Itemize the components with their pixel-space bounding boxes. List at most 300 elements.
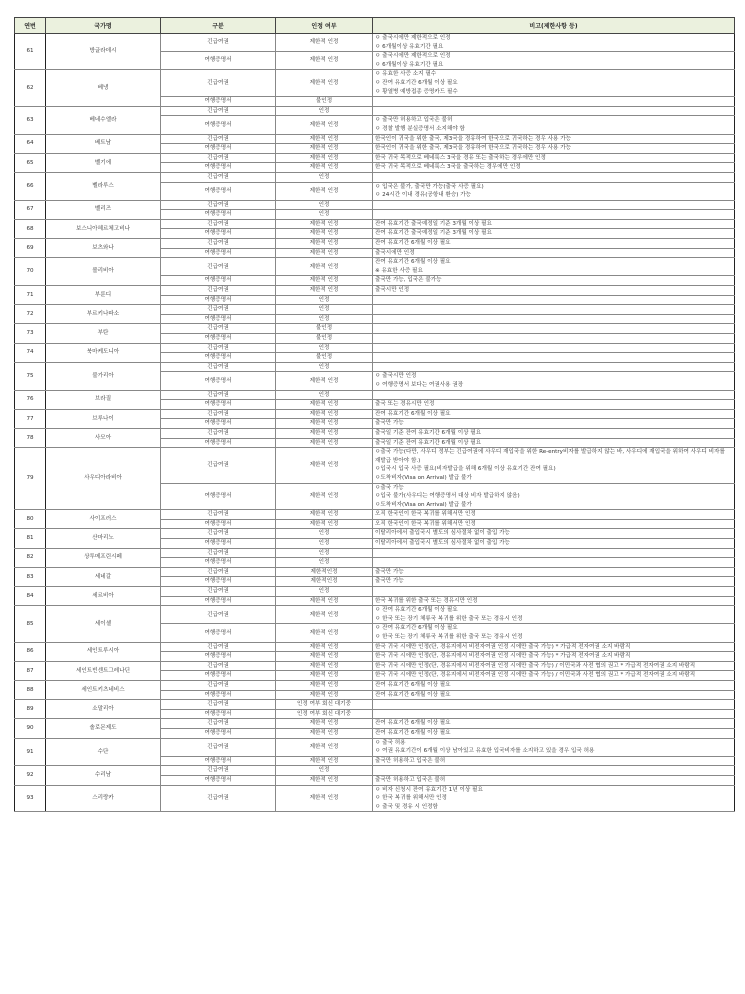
remark-line: 출국만 가능 <box>375 578 404 585</box>
recognition-status: 인정 <box>276 548 373 558</box>
passport-recognition-table <box>14 17 735 812</box>
country-name: 소말리아 <box>46 700 161 719</box>
remark-line: 잔여 유효기간 6개월 이상 필요 <box>375 681 451 688</box>
table-row <box>15 390 735 400</box>
recognition-status: 인정 <box>276 210 373 220</box>
remarks-cell <box>373 144 735 154</box>
header-status: 인정 여부 <box>276 18 373 34</box>
document-type: 여행증명서 <box>161 539 276 549</box>
remarks-cell <box>373 690 735 700</box>
country-name: 북마케도니아 <box>46 343 161 362</box>
table-row <box>15 70 735 97</box>
document-type: 여행증명서 <box>161 519 276 529</box>
recognition-status: 제한적 인정 <box>276 652 373 662</box>
remarks-cell <box>373 719 735 729</box>
remarks-cell <box>373 134 735 144</box>
remarks-cell <box>373 548 735 558</box>
recognition-status: 제한적 인정 <box>276 775 373 785</box>
document-type: 여행증명서 <box>161 577 276 587</box>
remark-line: 출국시만 인정 <box>375 287 410 294</box>
recognition-status: 불인정 <box>276 97 373 107</box>
table-header-row <box>15 18 735 34</box>
remarks-cell <box>373 428 735 438</box>
recognition-status: 제한적 인정 <box>276 680 373 690</box>
row-number: 90 <box>15 719 46 738</box>
recognition-status: 제한적 인정 <box>276 163 373 173</box>
document-type: 여행증명서 <box>161 276 276 286</box>
remarks-cell <box>373 70 735 97</box>
recognition-status: 제한적 인정 <box>276 785 373 812</box>
row-number: 61 <box>15 34 46 70</box>
recognition-status: 인정 <box>276 295 373 305</box>
remarks-cell <box>373 390 735 400</box>
country-name: 베트남 <box>46 134 161 153</box>
country-name: 산마리노 <box>46 529 161 548</box>
recognition-status: 제한적인정 <box>276 567 373 577</box>
row-number: 62 <box>15 70 46 106</box>
remarks-cell <box>373 738 735 756</box>
recognition-status: 제한적 인정 <box>276 182 373 200</box>
remark-line: 잔여 유효기간 6개월 이상 필요 <box>375 410 451 417</box>
document-type: 여행증명서 <box>161 775 276 785</box>
row-number: 76 <box>15 390 46 409</box>
document-type: 긴급여권 <box>161 34 276 52</box>
remark-line: 한국인이 귀국을 위한 출국, 제3국을 경유하여 한국으로 귀국하는 경우 사용 가능 <box>375 145 572 152</box>
remark-line: 오직 한국인이 한국 복귀를 위해서만 인정 <box>375 511 476 518</box>
remarks-cell <box>373 172 735 182</box>
row-number: 83 <box>15 567 46 586</box>
row-number: 75 <box>15 362 46 390</box>
remarks-cell <box>373 200 735 210</box>
document-type: 긴급여권 <box>161 448 276 483</box>
remark-line: ㅇ 출국시에만 제한적으로 인정 <box>375 53 451 60</box>
remark-line: 한국 복귀를 위한 출국 또는 경유시만 인정 <box>375 597 478 604</box>
country-name: 벨리즈 <box>46 200 161 219</box>
remark-line: 출국만 가능, 입국은 불가능 <box>375 277 442 284</box>
row-number: 84 <box>15 587 46 606</box>
table-row <box>15 428 735 438</box>
remarks-cell <box>373 295 735 305</box>
remark-line: ㅇ출국 가능 <box>375 484 404 491</box>
recognition-status: 제한적 인정 <box>276 596 373 606</box>
remark-line: 출국만 허용하고 입국은 불허 <box>375 776 446 783</box>
remark-line: 오직 한국인이 한국 복귀를 위해서만 인정 <box>375 520 476 527</box>
recognition-status: 제한적 인정 <box>276 276 373 286</box>
remark-line: ㅇ 여권 유효기간이 6개월 이상 남아있고 유효한 입국비자를 소지하고 있을 경우 입국 허용 <box>375 748 595 755</box>
recognition-status: 제한적 인정 <box>276 438 373 448</box>
remark-line: 출국만 가능 <box>375 568 404 575</box>
remark-line: 출국만 가능 <box>375 420 404 427</box>
remarks-cell <box>373 624 735 642</box>
remark-line: 출국일 기준 잔여 유효기간 6개월 이상 필요 <box>375 429 482 436</box>
remark-line: ㅇ 비자 신청시 잔여 유효기간 1년 이상 필요 <box>375 786 483 793</box>
recognition-status: 제한적인정 <box>276 577 373 587</box>
recognition-status: 불인정 <box>276 334 373 344</box>
document-type: 긴급여권 <box>161 324 276 334</box>
remark-line: 이탈리아에서 출입국시 별도의 심사절차 없이 출입 가능 <box>375 540 510 547</box>
table-row <box>15 606 735 624</box>
recognition-status: 인정 <box>276 362 373 372</box>
remarks-cell <box>373 286 735 296</box>
country-name: 상투메프린시페 <box>46 548 161 567</box>
row-number: 77 <box>15 409 46 428</box>
table-row <box>15 448 735 483</box>
document-type: 긴급여권 <box>161 642 276 652</box>
remark-line: ㅇ 황열병 예방접종 증명카드 필수 <box>375 88 458 95</box>
recognition-status: 인정 여부 회신 대기중 <box>276 700 373 710</box>
header-note: 비고(제한사항 등) <box>373 18 735 34</box>
country-name: 스리랑카 <box>46 785 161 812</box>
row-number: 69 <box>15 239 46 258</box>
table-row <box>15 510 735 520</box>
remark-line: ㅇ 출국 및 경유 시 인정함 <box>375 803 438 810</box>
recognition-status: 인정 <box>276 587 373 597</box>
remarks-cell <box>373 153 735 163</box>
header-country: 국가명 <box>46 18 161 34</box>
remark-line: ㅇ입국 불가(사우디는 여행증명서 대상 비자 발급하지 않음) <box>375 493 520 500</box>
remark-line: ㅇ출국 가능(다만, 사우디 정부는 긴급여권에 사우디 재입국을 위한 Re-entry비자를 발급하지 않는 바, 사우디에 재입국을 위하여 사우디 비자를 재발급 받아야 함.) <box>375 449 725 464</box>
document-type: 여행증명서 <box>161 652 276 662</box>
recognition-status: 제한적 인정 <box>276 372 373 390</box>
remark-line: ㅇ 한국 또는 장기 체류국 복귀를 위한 출국 또는 경유시 인정 <box>375 634 523 640</box>
table-row <box>15 738 735 756</box>
remark-line: 한국 귀국 목적으로 베네룩스 3국을 출국하는 경우에만 인정 <box>375 164 521 171</box>
remarks-cell <box>373 334 735 344</box>
recognition-status: 제한적 인정 <box>276 738 373 756</box>
row-number: 74 <box>15 343 46 362</box>
remarks-cell <box>373 409 735 419</box>
remarks-cell <box>373 775 735 785</box>
remarks-cell <box>373 596 735 606</box>
remark-line: ㅇ입국시 입국 사증 필요(비자발급을 위해 6개월 이상 유효기간 잔여 필요) <box>375 466 556 473</box>
remarks-cell <box>373 448 735 483</box>
remarks-cell <box>373 34 735 52</box>
header-no: 연번 <box>15 18 46 34</box>
row-number: 82 <box>15 548 46 567</box>
table-row <box>15 661 735 671</box>
country-name: 보츠와나 <box>46 239 161 258</box>
country-name: 부르키나파소 <box>46 305 161 324</box>
remarks-cell <box>373 519 735 529</box>
country-name: 사이프러스 <box>46 510 161 529</box>
row-number: 85 <box>15 606 46 642</box>
document-type: 긴급여권 <box>161 510 276 520</box>
recognition-status: 제한적 인정 <box>276 153 373 163</box>
country-name: 부룬디 <box>46 286 161 305</box>
document-type: 여행증명서 <box>161 419 276 429</box>
remark-line: 이탈리아에서 출입국시 별도의 심사절차 없이 출입 가능 <box>375 530 510 537</box>
table-row <box>15 587 735 597</box>
document-type: 여행증명서 <box>161 709 276 719</box>
recognition-status: 제한적 인정 <box>276 448 373 483</box>
recognition-status: 인정 여부 회신 대기중 <box>276 709 373 719</box>
table-row <box>15 362 735 372</box>
remarks-cell <box>373 372 735 390</box>
row-number: 79 <box>15 448 46 510</box>
document-type: 긴급여권 <box>161 428 276 438</box>
table-row <box>15 219 735 229</box>
remarks-cell <box>373 728 735 738</box>
table-row <box>15 785 735 812</box>
recognition-status: 제한적 인정 <box>276 239 373 249</box>
remarks-cell <box>373 163 735 173</box>
remark-line: ㅇ 경찰 발행 분실증명서 소지해야 함 <box>375 125 465 132</box>
remarks-cell <box>373 539 735 549</box>
document-type: 긴급여권 <box>161 305 276 315</box>
remarks-cell <box>373 652 735 662</box>
row-number: 81 <box>15 529 46 548</box>
country-name: 벨기에 <box>46 153 161 172</box>
remark-line: ㅇ 출국만 허용하고 입국은 불허 <box>375 117 453 124</box>
recognition-status: 제한적 인정 <box>276 229 373 239</box>
row-number: 86 <box>15 642 46 661</box>
document-type: 긴급여권 <box>161 134 276 144</box>
recognition-status: 제한적 인정 <box>276 624 373 642</box>
country-name: 세인트키츠네비스 <box>46 680 161 699</box>
recognition-status: 제한적 인정 <box>276 34 373 52</box>
recognition-status: 제한적 인정 <box>276 144 373 154</box>
recognition-status: 제한적 인정 <box>276 519 373 529</box>
document-type: 긴급여권 <box>161 362 276 372</box>
remark-line: 출국일 기준 잔여 유효기간 6개월 이상 필요 <box>375 439 482 446</box>
country-name: 베냉 <box>46 70 161 106</box>
remarks-cell <box>373 210 735 220</box>
recognition-status: 인정 <box>276 314 373 324</box>
recognition-status: 제한적 인정 <box>276 134 373 144</box>
row-number: 88 <box>15 680 46 699</box>
recognition-status: 제한적 인정 <box>276 70 373 97</box>
row-number: 87 <box>15 661 46 680</box>
recognition-status: 인정 <box>276 343 373 353</box>
table-row <box>15 134 735 144</box>
document-type: 여행증명서 <box>161 671 276 681</box>
recognition-status: 제한적 인정 <box>276 409 373 419</box>
recognition-status: 제한적 인정 <box>276 400 373 410</box>
remark-line: ㅇ 6개월이상 유효기간 필요 <box>375 43 444 50</box>
table-row <box>15 153 735 163</box>
remark-line: 출국 또는 경유시만 인정 <box>375 401 435 408</box>
row-number: 80 <box>15 510 46 529</box>
remarks-cell <box>373 785 735 812</box>
row-number: 93 <box>15 785 46 812</box>
document-type: 긴급여권 <box>161 587 276 597</box>
document-type: 긴급여권 <box>161 390 276 400</box>
recognition-status: 제한적 인정 <box>276 428 373 438</box>
recognition-status: 제한적 인정 <box>276 642 373 652</box>
remarks-cell <box>373 343 735 353</box>
table-row <box>15 286 735 296</box>
remarks-cell <box>373 276 735 286</box>
document-type: 여행증명서 <box>161 144 276 154</box>
remarks-cell <box>373 510 735 520</box>
remarks-cell <box>373 558 735 568</box>
document-type: 여행증명서 <box>161 248 276 258</box>
row-number: 67 <box>15 200 46 219</box>
remark-line: 잔여 유효기간 출국예정일 기준 3개월 이상 필요 <box>375 230 492 237</box>
document-type: 여행증명서 <box>161 334 276 344</box>
remarks-cell <box>373 97 735 107</box>
remarks-cell <box>373 116 735 134</box>
recognition-status: 인정 <box>276 390 373 400</box>
country-name: 솔로몬제도 <box>46 719 161 738</box>
remark-line: ㅇ 여행증명서 보다는 여권사용 권장 <box>375 381 464 388</box>
table-row <box>15 34 735 52</box>
recognition-status: 인정 <box>276 539 373 549</box>
remarks-cell <box>373 700 735 710</box>
document-type: 여행증명서 <box>161 558 276 568</box>
row-number: 72 <box>15 305 46 324</box>
document-type: 여행증명서 <box>161 314 276 324</box>
remark-line: 한국 귀국 시에만 인정(단, 경유지에서 비전자여권 인정 시에만 출국 가능) / 이민국과 사전 협의 권고 * 가급적 전자여권 소지 바람직 <box>375 662 696 669</box>
row-number: 73 <box>15 324 46 343</box>
document-type: 여행증명서 <box>161 163 276 173</box>
remarks-cell <box>373 671 735 681</box>
remark-line: ※ 유효한 사증 필요 <box>375 267 423 274</box>
recognition-status: 인정 <box>276 106 373 116</box>
recognition-status: 제한적 인정 <box>276 661 373 671</box>
table-row <box>15 106 735 116</box>
remarks-cell <box>373 258 735 276</box>
table-row <box>15 324 735 334</box>
row-number: 63 <box>15 106 46 134</box>
recognition-status: 제한적 인정 <box>276 483 373 510</box>
country-name: 사우디아라비아 <box>46 448 161 510</box>
document-type: 긴급여권 <box>161 680 276 690</box>
remarks-cell <box>373 606 735 624</box>
remarks-cell <box>373 438 735 448</box>
table-row <box>15 680 735 690</box>
remark-line: ㅇ 입국은 불가, 출국만 가능(출국 사증 필요) <box>375 183 484 190</box>
remarks-cell <box>373 314 735 324</box>
table-row <box>15 700 735 710</box>
remark-line: 잔여 유효기간 6개월 이상 필요 <box>375 259 451 266</box>
recognition-status: 인정 <box>276 558 373 568</box>
document-type: 긴급여권 <box>161 661 276 671</box>
country-name: 부탄 <box>46 324 161 343</box>
document-type: 긴급여권 <box>161 529 276 539</box>
remarks-cell <box>373 567 735 577</box>
remarks-cell <box>373 239 735 249</box>
recognition-status: 인정 <box>276 200 373 210</box>
recognition-status: 제한적 인정 <box>276 719 373 729</box>
table-row <box>15 200 735 210</box>
document-type: 긴급여권 <box>161 258 276 276</box>
recognition-status: 인정 <box>276 766 373 776</box>
remarks-cell <box>373 766 735 776</box>
document-type: 여행증명서 <box>161 353 276 363</box>
recognition-status: 제한적 인정 <box>276 606 373 624</box>
document-type: 긴급여권 <box>161 153 276 163</box>
table-row <box>15 719 735 729</box>
remarks-cell <box>373 219 735 229</box>
country-name: 브루나이 <box>46 409 161 428</box>
document-type: 여행증명서 <box>161 438 276 448</box>
document-type: 긴급여권 <box>161 738 276 756</box>
row-number: 66 <box>15 172 46 200</box>
document-type: 긴급여권 <box>161 606 276 624</box>
remarks-cell <box>373 709 735 719</box>
remark-line: ㅇ 24시간 이내 경유(공항내 환승) 가능 <box>375 192 472 199</box>
document-type: 여행증명서 <box>161 690 276 700</box>
document-type: 여행증명서 <box>161 372 276 390</box>
table-row <box>15 343 735 353</box>
country-name: 베네수엘라 <box>46 106 161 134</box>
recognition-status: 제한적 인정 <box>276 756 373 766</box>
remarks-cell <box>373 661 735 671</box>
recognition-status: 제한적 인정 <box>276 671 373 681</box>
recognition-status: 불인정 <box>276 353 373 363</box>
row-number: 64 <box>15 134 46 153</box>
recognition-status: 제한적 인정 <box>276 728 373 738</box>
document-type: 여행증명서 <box>161 483 276 510</box>
document-type: 여행증명서 <box>161 596 276 606</box>
document-type: 여행증명서 <box>161 182 276 200</box>
remarks-cell <box>373 182 735 200</box>
page-container <box>14 17 735 812</box>
table-body <box>15 34 735 812</box>
document-type: 긴급여권 <box>161 719 276 729</box>
document-type: 긴급여권 <box>161 239 276 249</box>
country-name: 방글라데시 <box>46 34 161 70</box>
remark-line: ㅇ 잔여 유효기간 6개월 이상 필요 <box>375 79 458 86</box>
remark-line: 한국 귀국 시에만 인정(단, 경유지에서 비전자여권 인정 시에만 출국 가능) / 이민국과 사전 협의 권고 * 가급적 전자여권 소지 바람직 <box>375 672 696 679</box>
country-name: 세이셸 <box>46 606 161 642</box>
table-row <box>15 529 735 539</box>
remarks-cell <box>373 353 735 363</box>
document-type: 여행증명서 <box>161 116 276 134</box>
remarks-cell <box>373 362 735 372</box>
remarks-cell <box>373 529 735 539</box>
country-name: 세네갈 <box>46 567 161 586</box>
remarks-cell <box>373 324 735 334</box>
remarks-cell <box>373 577 735 587</box>
table-row <box>15 409 735 419</box>
row-number: 91 <box>15 738 46 766</box>
recognition-status: 제한적 인정 <box>276 419 373 429</box>
country-name: 수리남 <box>46 766 161 785</box>
document-type: 여행증명서 <box>161 210 276 220</box>
country-name: 보스니아헤르체고비나 <box>46 219 161 238</box>
country-name: 사모아 <box>46 428 161 447</box>
remark-line: ㅇ도착비자(Visa on Arrival) 발급 불가 <box>375 474 472 481</box>
document-type: 긴급여권 <box>161 766 276 776</box>
remark-line: ㅇ 6개월이상 유효기간 필요 <box>375 61 444 68</box>
document-type: 여행증명서 <box>161 52 276 70</box>
recognition-status: 제한적 인정 <box>276 690 373 700</box>
country-name: 벨라루스 <box>46 172 161 200</box>
document-type: 긴급여권 <box>161 219 276 229</box>
remark-line: 출국시에만 인정 <box>375 249 415 256</box>
remark-line: 한국 귀국 시에만 인정(단, 경유지에서 비전자여권 인정 시에만 출국 가능) * 가급적 전자여권 소지 바람직 <box>375 643 631 650</box>
remark-line: ㅇ 출국 허용 <box>375 739 406 746</box>
table-row <box>15 766 735 776</box>
document-type: 여행증명서 <box>161 229 276 239</box>
table-row <box>15 239 735 249</box>
remark-line: 한국인이 귀국을 위한 출국, 제3국을 경유하여 한국으로 귀국하는 경우 사용 가능 <box>375 135 572 142</box>
recognition-status: 제한적 인정 <box>276 219 373 229</box>
table-row <box>15 172 735 182</box>
remarks-cell <box>373 483 735 510</box>
document-type: 여행증명서 <box>161 400 276 410</box>
row-number: 78 <box>15 428 46 447</box>
recognition-status: 불인정 <box>276 324 373 334</box>
remarks-cell <box>373 106 735 116</box>
remark-line: ㅇ 잔여 유효기간 6개월 이상 필요 <box>375 625 458 632</box>
document-type: 여행증명서 <box>161 624 276 642</box>
remark-line: ㅇ 한국 복귀를 위해서만 인정 <box>375 795 447 802</box>
recognition-status: 제한적 인정 <box>276 52 373 70</box>
table-row <box>15 258 735 276</box>
